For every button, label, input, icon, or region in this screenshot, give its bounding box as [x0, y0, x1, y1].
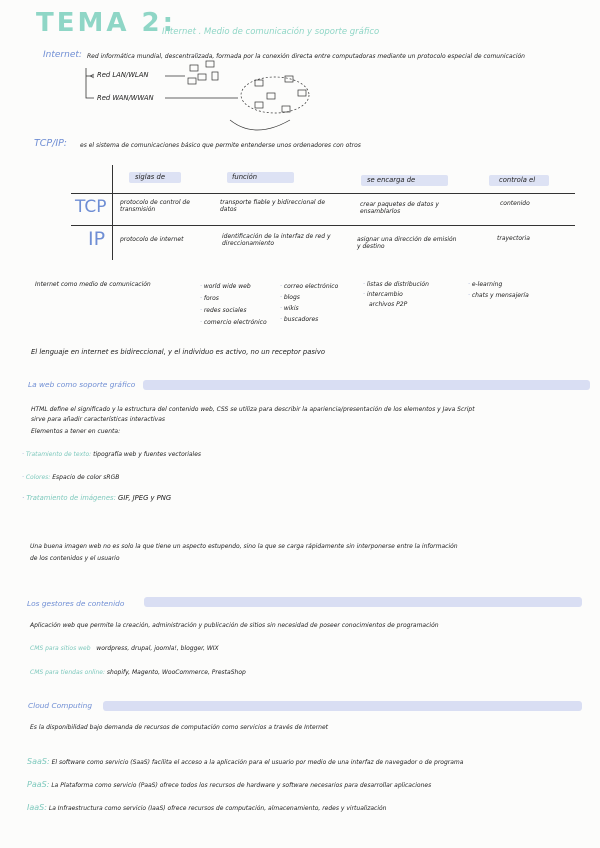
row-ip-siglas: protocolo de internet: [120, 236, 184, 243]
medio-label: Internet como medio de comunicación: [35, 281, 151, 288]
web-p2: sirve para añadir características interactivas: [31, 416, 166, 423]
list-item: · buscadores: [280, 316, 319, 323]
net-lan-label: Red LAN/WLAN: [97, 71, 149, 79]
col-funcion: función: [232, 173, 258, 181]
web-p3: Elementos a tener en cuenta:: [31, 428, 121, 435]
list-item: · foros: [200, 295, 219, 302]
cloud-desc: Es la disponibilidad bajo demanda de recursos de computación como servicios a través de Internet: [30, 724, 329, 731]
gestores-heading-bar: [144, 597, 582, 607]
cloud-iaas: IaaS: La Infraestructura como servicio (IaaS) ofrece recursos de computación, almacenamiento, redes y virtualización: [27, 803, 387, 812]
tcpip-label: TCP/IP:: [34, 138, 67, 149]
tcpip-definition: es el sistema de comunicaciones básico que permite entenderse unos ordenadores con otros: [80, 142, 361, 149]
web-item-texto: · Tratamiento de texto: tipografía web y fuentes vectoriales: [22, 451, 202, 458]
row-ip-funcion: identificación de la interfaz de red y direccionamiento: [222, 233, 331, 247]
gestores-heading: Los gestores de contenido: [27, 599, 125, 608]
list-item: · intercambio: [363, 291, 403, 298]
row-ip-key: IP: [88, 228, 106, 250]
row-tcp-encarga: crear paquetes de datos y ensamblarlos: [360, 201, 439, 215]
medio-col1: [200, 281, 267, 329]
row-tcp-controla: contenido: [500, 200, 530, 207]
internet-definition: Red informática mundial, descentralizada, formada por la conexión directa entre computadoras mediante un protocolo especial de comunicación: [87, 53, 525, 60]
web-p1: HTML define el significado y la estructura del contenido web, CSS se utiliza para describir la apariencia/presentación de los elementos y Java Script: [31, 406, 475, 413]
list-item: · comercio electrónico: [200, 319, 267, 326]
internet-label: Internet:: [43, 50, 82, 60]
web-buena-1: Una buena imagen web no es solo la que tiene un aspecto estupendo, sino la que se carga rápidamente sin interponerse entre la información: [30, 543, 458, 550]
list-item: · listas de distribución: [363, 281, 429, 288]
row-ip-encarga: asignar una dirección de emisión y destino: [357, 236, 457, 250]
row-ip-controla: trayectoria: [497, 235, 530, 242]
col-controla: controla el: [499, 176, 536, 184]
medio-col2: [280, 281, 338, 325]
web-item-colores: · Colores: Espacio de color sRGB: [22, 474, 120, 481]
list-item: · chats y mensajería: [468, 292, 529, 299]
web-buena-2: de los contenidos y el usuario: [30, 555, 120, 562]
col-encarga: se encarga de: [367, 176, 416, 184]
net-wan-label: Red WAN/WWAN: [97, 94, 154, 102]
list-item: · world wide web: [200, 283, 251, 290]
web-heading-bar: [143, 380, 590, 390]
row-tcp-siglas: protocolo de control de transmisión: [120, 199, 190, 213]
cloud-heading: Cloud Computing: [28, 701, 93, 710]
row-tcp-funcion: transporte fiable y bidireccional de datos: [220, 199, 326, 213]
cms-sitios: CMS para sitios web wordpress, drupal, joomla!, blogger, WIX: [30, 645, 219, 652]
medio-col3: [363, 280, 429, 310]
web-item-imagenes: · Tratamiento de imágenes: GIF, JPEG y PNG: [22, 494, 172, 502]
page-title: TEMA 2:: [36, 8, 177, 38]
cloud-heading-bar: [103, 701, 582, 711]
medio-col4: [468, 279, 529, 301]
list-item: · blogs: [280, 294, 300, 301]
cloud-saas: SaaS: El software como servicio (SaaS) facilita el acceso a la aplicación para el usuario por medio de una interfaz de navegador o de programa: [27, 757, 464, 766]
list-item: · e-learning: [468, 281, 503, 288]
list-item: · correo electrónico: [280, 283, 339, 290]
col-siglas: siglas de: [135, 173, 165, 181]
lenguaje-text: El lenguaje en internet es bidireccional, y el individuo es activo, no un receptor pasivo: [31, 348, 325, 356]
page-subtitle: Internet . Medio de comunicación y soporte gráfico: [162, 27, 380, 37]
list-item: · redes sociales: [200, 307, 247, 314]
web-heading: La web como soporte gráfico: [28, 380, 136, 389]
cloud-paas: PaaS: La Plataforma como servicio (PaaS) ofrece todos los recursos de hardware y software necesarios para desarrollar aplicaciones: [27, 780, 432, 789]
row-tcp-key: TCP: [75, 197, 107, 217]
cms-tiendas: CMS para tiendas online: shopify, Magento, WooCommerce, PrestaShop: [30, 669, 246, 676]
gestores-desc: Aplicación web que permite la creación, administración y publicación de sitios sin necesidad de poseer conocimientos de programación: [30, 622, 439, 629]
list-item: archivos P2P: [369, 301, 408, 308]
list-item: · wikis: [280, 305, 299, 312]
